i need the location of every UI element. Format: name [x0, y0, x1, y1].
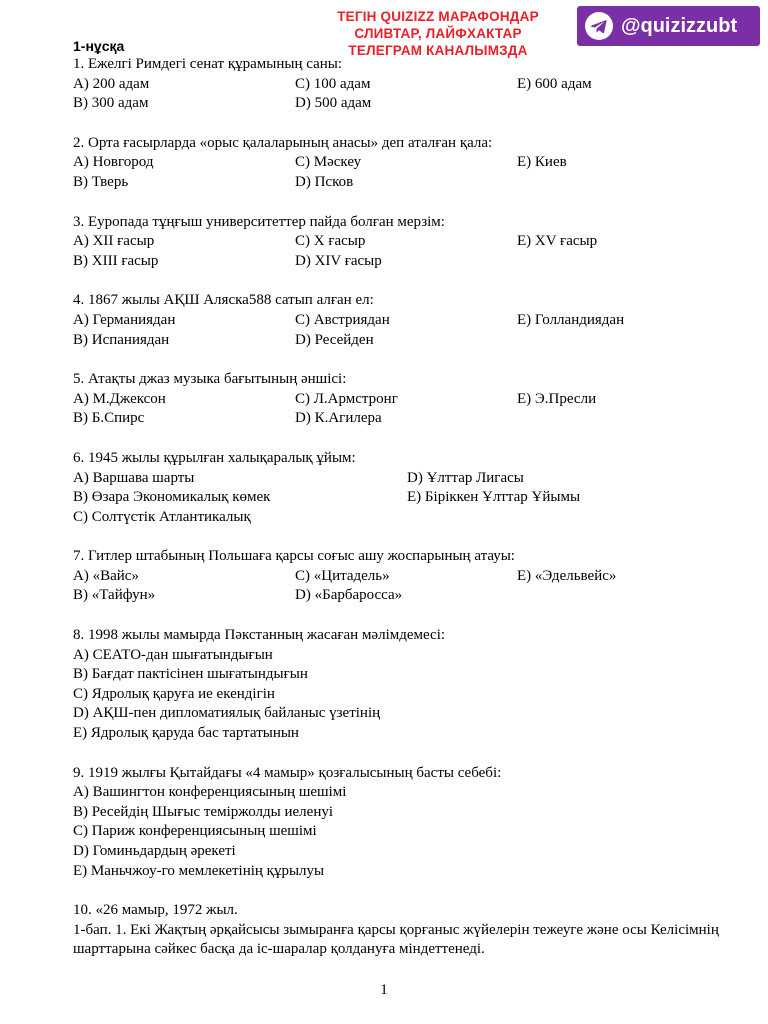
- option-d: D) Ресейден: [295, 331, 374, 348]
- question-text: 3. Еуропада тұңғыш университеттер пайда болған мерзім:: [73, 213, 445, 230]
- promo-line-1: ТЕГІН QUIZIZZ МАРАФОНДАР: [337, 9, 539, 24]
- option-b: B) Б.Спирс: [73, 410, 145, 427]
- question-3: [73, 213, 723, 272]
- option-a: A) М.Джексон: [73, 390, 166, 407]
- option-e: E) XV ғасыр: [517, 233, 598, 250]
- question-10: [73, 901, 723, 960]
- question-text: 7. Гитлер штабының Польшаға қарсы соғыс ашу жоспарының атауы:: [73, 548, 515, 565]
- promo-line-2: СЛИВТАР, ЛАЙФХАКТАР: [354, 26, 522, 41]
- question-text: 9. 1919 жылғы Қытайдағы «4 мамыр» қозғалысының басты себебі:: [73, 764, 502, 781]
- quiz-content: [73, 36, 723, 980]
- option-c: C) 100 адам: [295, 75, 371, 92]
- option-d: D) Псков: [295, 173, 354, 190]
- option-a: A) 200 адам: [73, 75, 150, 92]
- question-4: [73, 291, 723, 350]
- option-d: D) Гоминьдардың әрекеті: [73, 843, 236, 859]
- question-text: 2. Орта ғасырларда «орыс қалаларының анасы» деп аталған қала:: [73, 134, 493, 151]
- option-a: A) Варшава шарты: [73, 469, 195, 486]
- option-a: A) «Вайс»: [73, 567, 139, 584]
- option-b: B) Испаниядан: [73, 331, 170, 348]
- option-a: A) Вашингтон конференциясының шешімі: [73, 784, 347, 801]
- option-d: D) «Барбаросса»: [295, 587, 403, 604]
- question-text: 5. Атақты джаз музыка бағытының әншісі:: [73, 371, 347, 388]
- option-b: B) Бағдат пактісінен шығатындығын: [73, 666, 308, 683]
- option-c: C) Л.Армстронг: [295, 390, 398, 407]
- question-9: [73, 764, 723, 882]
- telegram-handle: @quizizzubt: [621, 14, 738, 37]
- option-e: E) Голландиядан: [517, 311, 625, 328]
- question-2: [73, 134, 723, 193]
- option-e: E) «Эдельвейс»: [517, 567, 617, 584]
- promo-line-3: ТЕЛЕГРАМ КАНАЛЫМЗДА: [348, 43, 528, 58]
- option-a: A) СЕАТО-дан шығатындығын: [73, 646, 273, 663]
- question-text: 8. 1998 жылы мамырда Пәкстанның жасаған мәлімдемесі:: [73, 627, 446, 644]
- option-e: E) Ядролық қаруда бас тартатынын: [73, 725, 299, 742]
- question-5: [73, 370, 723, 429]
- question-7: [73, 547, 723, 606]
- option-e: E) Киев: [517, 154, 567, 171]
- option-c: C) Ядролық қаруға ие екендігін: [73, 685, 275, 702]
- question-text: 6. 1945 жылы құрылған халықаралық ұйым:: [73, 449, 356, 466]
- question-text: 4. 1867 жылы АҚШ Аляска588 сатып алған ел:: [73, 292, 374, 309]
- option-c: C) Австриядан: [295, 311, 390, 328]
- question-text: 10. «26 мамыр, 1972 жыл.: [73, 902, 238, 919]
- option-e: E) Маньчжоу-го мемлекетінің құрылуы: [73, 862, 325, 879]
- option-b: B) XIII ғасыр: [73, 252, 159, 269]
- question-8: [73, 626, 723, 744]
- option-d: D) АҚШ-пен дипломатиялық байланыс үзетінің: [73, 705, 381, 722]
- option-a: A) Новгород: [73, 154, 154, 171]
- option-d: D) XIV ғасыр: [295, 252, 382, 269]
- option-e: E) 600 адам: [517, 75, 592, 92]
- variant-label: 1-нұсқа: [73, 38, 125, 54]
- option-c: C) Париж конференциясының шешімі: [73, 823, 317, 840]
- option-c: C) Мәскеу: [295, 154, 362, 171]
- option-c: C) Солтүстік Атлантикалық: [73, 508, 251, 525]
- question-quote: 1-бап. 1. Екі Жақтың әрқайсысы зымыранға қарсы қорғаныс жүйелерін тежеуге және осы Келісімнің шарттарына сәйкес басқа да іс-шаралар қолдануға міндеттенеді.: [73, 921, 719, 958]
- option-d: D) Ұлттар Лигасы: [407, 469, 524, 486]
- option-c: C) «Цитадель»: [295, 567, 390, 584]
- question-1: [73, 55, 723, 114]
- option-a: A) XII ғасыр: [73, 233, 155, 250]
- option-c: C) X ғасыр: [295, 233, 366, 250]
- option-e: E) Э.Пресли: [517, 390, 597, 407]
- option-a: A) Германиядан: [73, 311, 176, 328]
- option-b: B) Тверь: [73, 173, 129, 190]
- option-b: B) Ресейдің Шығыс теміржолды иеленуі: [73, 803, 334, 820]
- option-b: B) 300 адам: [73, 95, 149, 112]
- option-b: B) «Тайфун»: [73, 587, 156, 604]
- option-d: D) К.Агилера: [295, 410, 382, 427]
- option-e: E) Біріккен Ұлттар Ұйымы: [407, 489, 581, 506]
- question-6: [73, 449, 723, 527]
- option-d: D) 500 адам: [295, 95, 372, 112]
- option-b: B) Өзара Экономикалық көмек: [73, 489, 271, 506]
- question-text: 1. Ежелгі Римдегі сенат құрамының саны:: [73, 56, 343, 72]
- page-number: 1: [380, 982, 388, 998]
